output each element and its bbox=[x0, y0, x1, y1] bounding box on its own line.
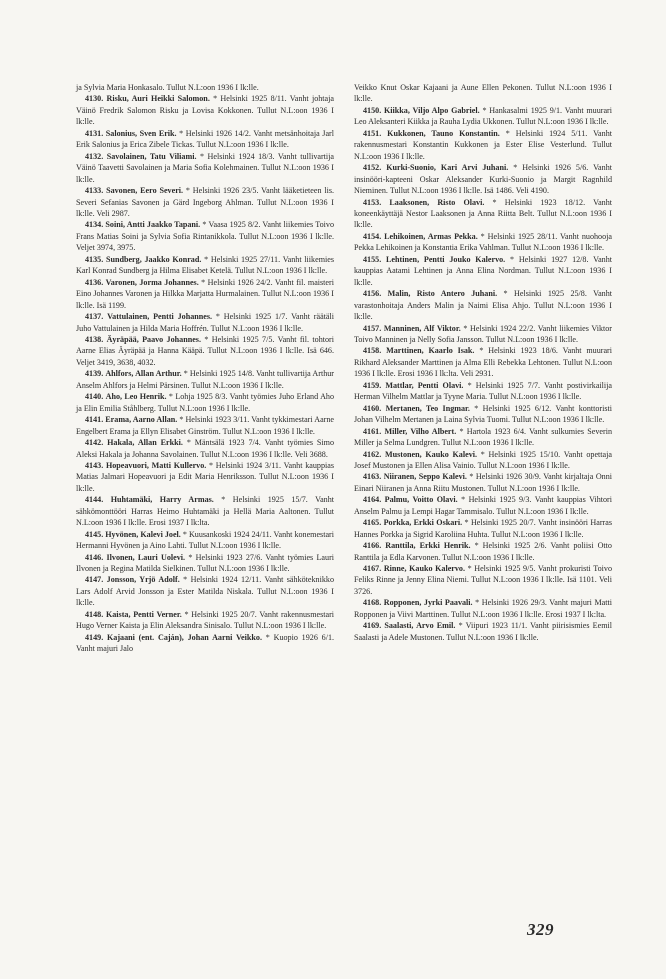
entry bbox=[354, 288, 612, 322]
entry-name: Vattulainen, Pentti Johannes. bbox=[107, 312, 213, 322]
entry-number: 4165. bbox=[363, 518, 382, 528]
page-number: 329 bbox=[527, 920, 554, 939]
left-lead-text: ja Sylvia Maria Honkasalo. Tullut N.L:oon 1936 I lk:lle. bbox=[76, 83, 259, 92]
entry-name: Lehikoinen, Armas Pekka. bbox=[384, 231, 478, 241]
entry-number: 4152. bbox=[363, 163, 382, 173]
entry-name: Risku, Auri Heikki Salomon. bbox=[106, 94, 210, 104]
entry bbox=[354, 380, 612, 403]
entry-number: 4137. bbox=[85, 312, 104, 322]
entry bbox=[76, 93, 334, 127]
entry bbox=[354, 449, 612, 472]
entry-text: * Helsinki 1926 5/6. Vanht insinööri-kapteeni Oskar Aleksander Kurki-Suonio ja Margit Ragnhild Nieminen. Tullut N.L:oon 1936 I lk:lle. Isä 1486. Veli 4190. bbox=[354, 163, 612, 196]
entry-text: * Helsinki 1925 28/11. Vanht nuohooja Pekka Lehikoinen ja Konstantia Erika Vahlman. Tullut N.L:oon 1936 I lk:lle. bbox=[354, 231, 612, 253]
entry bbox=[76, 460, 334, 494]
entry-number: 4142. bbox=[85, 438, 104, 448]
entry-text: * Mäntsälä 1923 7/4. Vanht työmies Simo Aleksi Hakala ja Johanna Savolainen. Tullut N.L:oon 1936 I lk:lle. Veli 3688. bbox=[76, 438, 335, 459]
entry bbox=[76, 632, 334, 655]
entry-name: Jonsson, Yrjö Adolf. bbox=[106, 575, 180, 585]
entry-name: Ilvonen, Lauri Uolevi. bbox=[106, 552, 186, 562]
entry-number: 4147. bbox=[85, 575, 104, 585]
entry-text: * Helsinki 1925 15/7. Vanht sähkömonttööri Harras Heimo Huhtamäki ja Hellä Maria Aaltonen. Tullut N.L:oon 1936 I lk:lle. Erosi 1937 I lk:lta. bbox=[76, 495, 334, 528]
entry-name: Malin, Risto Antero Juhani. bbox=[387, 289, 498, 299]
left-column bbox=[76, 82, 334, 655]
entry-name: Kiikka, Viljo Alpo Gabriel. bbox=[384, 105, 480, 115]
entry-text: * Helsinki 1926 24/2. Vanht fil. maisteri Eino Johannes Varonen ja Hilkka Marjatta Hurmalainen. Tullut N.L:oon 1936 I lk:lle. Isä 1199. bbox=[76, 277, 334, 310]
entry-number: 4148. bbox=[85, 609, 104, 619]
entry-number: 4151. bbox=[363, 128, 382, 138]
entry-name: Mertanen, Teo Ingmar. bbox=[385, 403, 470, 413]
entry-text: * Helsinki 1926 30/9. Vanht kirjaltaja Onni Einari Niiranen ja Anna Riitu Mustonen. Tullut N.L:oon 1936 I lk:lle. bbox=[354, 472, 613, 493]
entry-number: 4149. bbox=[85, 632, 104, 642]
entry-name: Hyvönen, Kalevi Joel. bbox=[105, 529, 181, 539]
entry-name: Kaista, Pentti Verner. bbox=[105, 609, 182, 619]
entry-name: Saalasti, Arvo Emil. bbox=[384, 621, 456, 631]
entry bbox=[354, 620, 612, 643]
entry bbox=[76, 334, 334, 368]
entry-number: 4140. bbox=[85, 392, 104, 402]
entry-name: Hopeavuori, Matti Kullervo. bbox=[105, 460, 207, 470]
entry-number: 4135. bbox=[85, 254, 104, 264]
entry bbox=[354, 426, 612, 449]
entry-number: 4156. bbox=[363, 289, 382, 299]
entry-number: 4166. bbox=[363, 541, 382, 551]
entry-name: Mustonen, Kauko Kalevi. bbox=[384, 449, 478, 459]
entry bbox=[354, 403, 612, 426]
entry-name: Ahlfors, Allan Arthur. bbox=[105, 369, 182, 379]
entry-name: Huhtamäki, Harry Armas. bbox=[110, 495, 214, 505]
entry-text: * Kuusankoski 1924 24/11. Vanht konemestari Hermanni Hyvönen ja Aino Lahti. Tullut N.L:oon 1936 I lk:lle. bbox=[76, 529, 334, 551]
entry bbox=[354, 254, 612, 288]
entry-number: 4136. bbox=[85, 277, 104, 287]
entry-text: * Helsinki 1924 3/11. Vanht kauppias Matias Jalmari Hopeavuori ja Edit Maria Henriksson. Tullut N.L:oon 1936 I lk:lle. bbox=[76, 460, 334, 493]
entry-text: * Viipuri 1923 11/1. Vanht piirisismies Eemil Saalasti ja Adele Mustonen. Tullut N.L:oon 1936 I lk:lle. bbox=[354, 621, 612, 642]
entry-number: 4153. bbox=[363, 197, 382, 207]
entry bbox=[76, 128, 334, 151]
entry bbox=[354, 231, 612, 254]
entry-number: 4158. bbox=[363, 346, 382, 356]
entry-text: * Helsinki 1925 9/5. Vanht prokuristi Toivo Feliks Rinne ja Jenny Elina Niemi. Tullut N.L:oon 1936 I lk:lle. Isä 1101. Veli 3726. bbox=[354, 564, 612, 596]
entry-number: 4132. bbox=[85, 151, 104, 161]
entry-number: 4131. bbox=[85, 128, 104, 138]
entry-number: 4164. bbox=[363, 495, 382, 505]
entry-number: 4145. bbox=[85, 529, 104, 539]
entry-text: * Vaasa 1925 8/2. Vanht liikemies Toivo Frans Matias Soini ja Sylvia Sofia Rintanikkola. Tullut N.L:oon 1936 I lk:lle. Veljet 3974, 3975. bbox=[76, 220, 334, 253]
entry-text: * Helsinki 1924 18/3. Vanht tullivartija Väinö Taavetti Savolainen ja Maria Sofia Kolehmainen. Tullut N.L:oon 1936 I lk:lle. bbox=[76, 151, 334, 184]
entry bbox=[354, 494, 612, 517]
entry bbox=[354, 517, 612, 540]
entry-number: 4146. bbox=[85, 552, 104, 562]
entry-name: Ranttila, Erkki Henrik. bbox=[385, 541, 471, 551]
entry-text: * Hartola 1923 6/4. Vanht sulkumies Severin Miller ja Selma Lundgren. Tullut N.L:oon 1936 I lk:lle. bbox=[354, 426, 612, 448]
entry-number: 4167. bbox=[363, 564, 382, 574]
entry-name: Ropponen, Jyrki Paavali. bbox=[383, 598, 473, 608]
entry-name: Kajaani (ent. Caján), Johan Aarni Veikko. bbox=[107, 632, 262, 642]
entry bbox=[76, 219, 334, 253]
entry-text: * Helsinki 1923 27/6. Vanht työmies Lauri Ilvonen ja Regina Matilda Sielkinen. Tullut N.L:oon 1936 I lk:lle. bbox=[76, 552, 335, 574]
entry bbox=[76, 151, 334, 185]
entry-number: 4133. bbox=[85, 186, 104, 196]
entry-name: Kukkonen, Tauno Konstantin. bbox=[387, 128, 500, 138]
entry-number: 4168. bbox=[363, 598, 382, 608]
entry bbox=[76, 277, 334, 311]
entry-number: 4159. bbox=[363, 380, 382, 390]
entry bbox=[76, 185, 334, 219]
entry-name: Laaksonen, Risto Olavi. bbox=[389, 197, 485, 207]
entry bbox=[76, 552, 334, 575]
entry-text: * Helsinki 1926 23/5. Vanht lääketieteen lis. Severi Sefanias Savonen ja Gärd Ingeborg Ahlman. Tullut N.L:oon 1936 I lk:lle. Veli 2987. bbox=[76, 186, 335, 218]
entry-text: * Helsinki 1925 15/10. Vanht opettaja Josef Mustonen ja Ellen Alisa Vainio. Tullut N.L:oon 1936 I lk:lle. bbox=[354, 449, 612, 470]
entry bbox=[354, 597, 612, 620]
entry-text: * Helsinki 1925 20/7. Vanht rakennusmestari Hugo Verner Kaista ja Elin Aleksandra Sinisalo. Tullut N.L:oon 1936 I lk:lle. bbox=[76, 609, 335, 631]
entry-text: * Helsinki 1924 5/11. Vanht rakennusmestari Konstantin Kukkonen ja Ester Elise Vesterlund. Tullut N.L:oon 1936 I lk:lle. bbox=[354, 128, 612, 161]
entry-number: 4143. bbox=[85, 460, 104, 470]
entry-name: Savolainen, Tatu Viliami. bbox=[106, 151, 197, 161]
entry bbox=[354, 197, 612, 231]
entry-name: Aho, Leo Henrik. bbox=[105, 392, 167, 402]
entry-name: Mattlar, Pentti Olavi. bbox=[385, 380, 464, 390]
entry bbox=[76, 574, 334, 608]
entry-text: * Helsinki 1925 20/7. Vanht insinööri Harras Hannes Porkka ja Sigrid Karoliina Huhta. Tullut N.L:oon 1936 I lk:lle. bbox=[354, 518, 612, 539]
entry-name: Rinne, Kauko Kalervo. bbox=[383, 564, 465, 574]
entry-number: 4160. bbox=[363, 403, 382, 413]
entry bbox=[76, 368, 334, 391]
entry-text: * Helsinki 1924 12/11. Vanht sähköteknikko Lars Adolf Arvid Jonsson ja Ester Matilda Niskala. Tullut N.L:oon 1936 I lk:lle. bbox=[76, 575, 334, 608]
entry-name: Erama, Aarno Allan. bbox=[105, 415, 178, 425]
entry bbox=[76, 437, 334, 460]
entry bbox=[76, 609, 334, 632]
entry bbox=[76, 494, 334, 528]
entry bbox=[354, 345, 612, 379]
entry bbox=[354, 162, 612, 196]
entry-number: 4150. bbox=[363, 105, 382, 115]
entry-text: * Helsinki 1927 12/8. Vanht kauppias Aatami Lehtinen ja Anna Elina Nordman. Tullut N.L:oon 1936 I lk:lle. bbox=[354, 254, 613, 287]
entry bbox=[354, 563, 612, 597]
entry-name: Varonen, Jorma Johannes. bbox=[105, 277, 199, 287]
entry-text: * Helsinki 1925 7/5. Vanht fil. tohtori Aarne Elias Äyräpää ja Hanna Kääpä. Tullut N.L:oon 1936 I lk:lle. Isä 646. Veljet 3419, 3638, 4032. bbox=[76, 334, 335, 367]
entry-number: 4162. bbox=[363, 449, 382, 459]
entry-text: * Helsinki 1925 14/8. Vanht tullivartija Arthur Anselm Ahlfors ja Helmi Pärsinen. Tullut N.L:oon 1936 I lk:lle. bbox=[76, 369, 335, 390]
entry-number: 4155. bbox=[363, 254, 382, 264]
entry bbox=[76, 414, 334, 437]
entry-name: Manninen, Alf Viktor. bbox=[383, 323, 461, 333]
entry-text: * Helsinki 1925 1/7. Vanht räätäli Juho Vattulainen ja Hilda Maria Hoffrén. Tullut N.L:oon 1936 I lk:lle. bbox=[76, 312, 334, 333]
entry-text: * Helsinki 1925 8/11. Vanht johtaja Väinö Fredrik Salomon Risku ja Lovisa Kokkonen. Tullut N.L:oon 1936 I lk:lle. bbox=[76, 94, 334, 127]
entry-name: Kurki-Suonio, Kari Arvi Juhani. bbox=[386, 163, 509, 173]
entry-name: Lehtinen, Pentti Jouko Kalervo. bbox=[386, 254, 506, 264]
entry bbox=[76, 391, 334, 414]
entry-text: * Helsinki 1925 6/12. Vanht konttoristi Johan Vilhelm Mertanen ja Laina Sylvia Tuomi. Tullut N.L:oon 1936 I lk:lle. bbox=[354, 403, 612, 425]
entry-text: * Helsinki 1924 22/2. Vanht liikemies Viktor Toivo Manninen ja Nelly Sofia Jansson. Tullut N.L:oon 1936 I lk:lle. bbox=[354, 323, 613, 344]
entry-text: * Helsinki 1925 27/11. Vanht liikemies Karl Konrad Sundberg ja Hilma Elisabet Ketelä. Tullut N.L:oon 1936 I lk:lle. bbox=[76, 254, 334, 276]
right-column bbox=[354, 82, 612, 643]
entry-name: Marttinen, Kaarlo Isak. bbox=[386, 346, 475, 356]
entry-number: 4169. bbox=[363, 621, 382, 631]
entry bbox=[76, 254, 334, 277]
entry-name: Niiranen, Seppo Kalevi. bbox=[383, 472, 467, 482]
entry-number: 4154. bbox=[363, 231, 382, 241]
entry-text: * Hankasalmi 1925 9/1. Vanht muurari Leo Aleksanteri Kiikka ja Rauha Lydia Ukkonen. Tullut N.L:oon 1936 I lk:lle. bbox=[354, 105, 612, 127]
entry-text: * Helsinki 1923 3/11. Vanht tykkimestari Aarne Engelbert Erama ja Ellyn Elisabet Ginström. Tullut N.L:oon 1936 I lk:lle. bbox=[76, 415, 334, 436]
entry-text: * Helsinki 1925 25/8. Vanht varastonhoitaja Anders Malin ja Naimi Elisa Ahjo. Tullut N.L:oon 1936 I lk:lle. bbox=[354, 289, 612, 322]
right-lead-text: Veikko Knut Oskar Kajaani ja Aune Ellen Pekonen. Tullut N.L:oon 1936 I lk:lle. bbox=[354, 83, 612, 104]
entry-number: 4134. bbox=[85, 220, 104, 230]
entry-text: * Kuopio 1926 6/1. Vanht majuri Jalo bbox=[76, 632, 335, 654]
entry-number: 4144. bbox=[85, 495, 104, 505]
entry bbox=[354, 540, 612, 563]
entry-text: * Helsinki 1925 9/3. Vanht kauppias Vihtori Anselm Palmu ja Lempi Hagar Tammisalo. Tullut N.L:oon 1936 I lk:lle. bbox=[354, 495, 612, 516]
entry-name: Porkka, Erkki Oskari. bbox=[383, 518, 463, 528]
entry-number: 4161. bbox=[363, 426, 382, 436]
entry-name: Hakala, Allan Erkki. bbox=[107, 438, 183, 448]
entry-number: 4139. bbox=[85, 369, 104, 379]
entry-text: * Helsinki 1923 18/6. Vanht muurari Rikhard Aleksander Marttinen ja Alma Elli Rebekka Lehtonen. Tullut N.L:oon 1936 I lk:lle. Erosi 1936 I lk:lta. Veli 2931. bbox=[354, 346, 612, 379]
entry bbox=[354, 323, 612, 346]
entry-number: 4130. bbox=[85, 94, 104, 104]
entry-number: 4141. bbox=[85, 415, 104, 425]
entry bbox=[354, 471, 612, 494]
entry-name: Miller, Vilho Albert. bbox=[384, 426, 457, 436]
entry-text: * Helsinki 1926 29/3. Vanht majuri Matti Ropponen ja Viivi Marttinen. Tullut N.L:oon 1936 I lk:lle. Erosi 1937 I lk:lta. bbox=[354, 598, 612, 619]
entry-number: 4157. bbox=[363, 323, 382, 333]
entry-name: Savonen, Eero Severi. bbox=[106, 186, 184, 196]
entry-name: Salonius, Sven Erik. bbox=[105, 128, 177, 138]
entry-text: * Helsinki 1923 18/12. Vanht koneenkäyttäjä Nestor Laaksonen ja Anna Riitta Belt. Tullut N.L:oon 1936 I lk:lle. bbox=[354, 197, 612, 230]
entry-number: 4138. bbox=[85, 334, 104, 344]
entry-text: * Helsinki 1926 14/2. Vanht metsänhoitaja Jarl Erik Salonius ja Erica Zibele Tickas. Tullut N.L:oon 1936 I lk:lle. bbox=[76, 128, 334, 150]
entry-name: Äyräpää, Paavo Johannes. bbox=[106, 334, 201, 344]
entry-text: * Helsinki 1925 7/7. Vanht postivirkailija Herman Vilhelm Mattlar ja Tyyne Maria. Tullut N.L:oon 1936 I lk:lle. bbox=[354, 380, 612, 402]
entry-number: 4163. bbox=[363, 472, 382, 482]
entry-name: Soini, Antti Jaakko Tapani. bbox=[105, 220, 201, 230]
entry bbox=[354, 105, 612, 128]
entry-name: Palmu, Voitto Olavi. bbox=[384, 495, 458, 505]
entry bbox=[76, 529, 334, 552]
entry bbox=[354, 128, 612, 162]
entry bbox=[76, 311, 334, 334]
entry-text: * Helsinki 1925 2/6. Vanht poliisi Otto Ranttila ja Edla Karvonen. Tullut N.L:oon 1936 I lk:lle. bbox=[354, 541, 612, 562]
entry-name: Sundberg, Jaakko Konrad. bbox=[105, 254, 202, 264]
entry-text: * Lohja 1925 8/3. Vanht työmies Juho Erland Aho ja Elin Emilia Ståhlberg. Tullut N.L:oon 1936 I lk:lle. bbox=[76, 392, 335, 413]
